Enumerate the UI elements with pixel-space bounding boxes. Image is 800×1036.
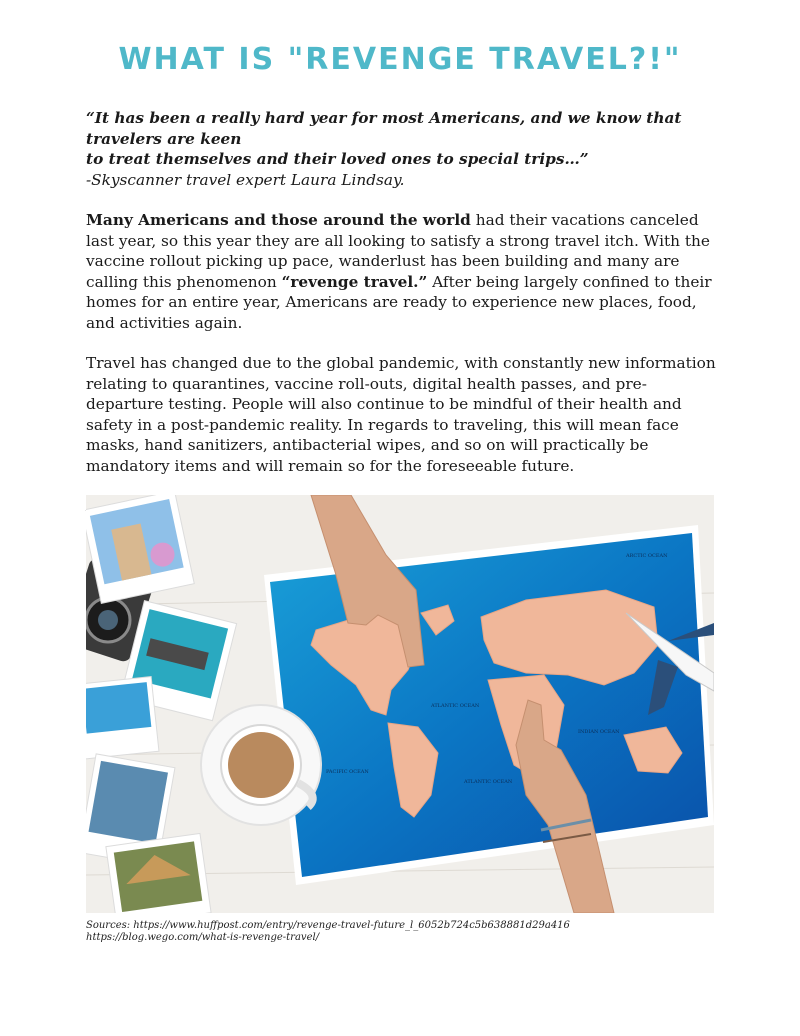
quote-line-2: to treat themselves and their loved ones to special trips…” (86, 150, 589, 168)
quote-attribution: -Skyscanner travel expert Laura Lindsay. (86, 170, 405, 189)
quote-line-1: “It has been a really hard year for most Americans, and we know that travelers are keen (86, 109, 682, 148)
polaroid-photo-church (86, 495, 194, 603)
indian-ocean-label: INDIAN OCEAN (578, 729, 620, 735)
page-title: WHAT IS "REVENGE TRAVEL?!" (118, 42, 682, 77)
sources (86, 920, 570, 944)
paragraph-1-bold-lead: Many Americans and those around the world (86, 211, 471, 229)
atlantic-ocean-label-south: ATLANTIC OCEAN (464, 779, 513, 785)
article-body (86, 108, 718, 537)
arctic-ocean-label: ARCTIC OCEAN (626, 553, 668, 559)
world-map (264, 525, 714, 885)
source-line-2: https://blog.wego.com/what-is-revenge-travel/ (86, 932, 320, 943)
paragraph-2: Travel has changed due to the global pandemic, with constantly new information relating to quarantines, vaccine roll-outs, digital health passes, and pre-departure testing. People will also continue to be mindful of their health and safety in a post-pandemic reality. In regards to traveling, this will mean face masks, hand sanitizers, antibacterial wipes, and so on will practically be mandatory items and will remain so for the foreseeable future. (86, 354, 716, 475)
atlantic-ocean-label-north: ATLANTIC OCEAN (431, 703, 480, 709)
pacific-ocean-label: PACIFIC OCEAN (326, 769, 369, 775)
polaroid-photo-hut (106, 833, 211, 913)
coffee-cup (201, 705, 321, 825)
source-line-1: Sources: https://www.huffpost.com/entry/revenge-travel-future_l_6052b724c5b638881d29a416 (86, 920, 570, 931)
paragraph-1 (86, 210, 718, 333)
paragraph-1-text-a: had their vacations canceled last year, so this year they are all looking to satisfy a strong travel itch. With the vaccine rollout picking up pace, wanderlust has been building and many are calling this phenomenon (86, 211, 710, 291)
polaroid-photo-sea (86, 677, 159, 759)
travel-photo (86, 495, 714, 913)
revenge-travel-term: “revenge travel.” (281, 272, 428, 291)
paragraph-1-text-b: After being largely confined to their homes for an entire year, Americans are ready to experience new places, food, and activities again. (86, 272, 712, 332)
